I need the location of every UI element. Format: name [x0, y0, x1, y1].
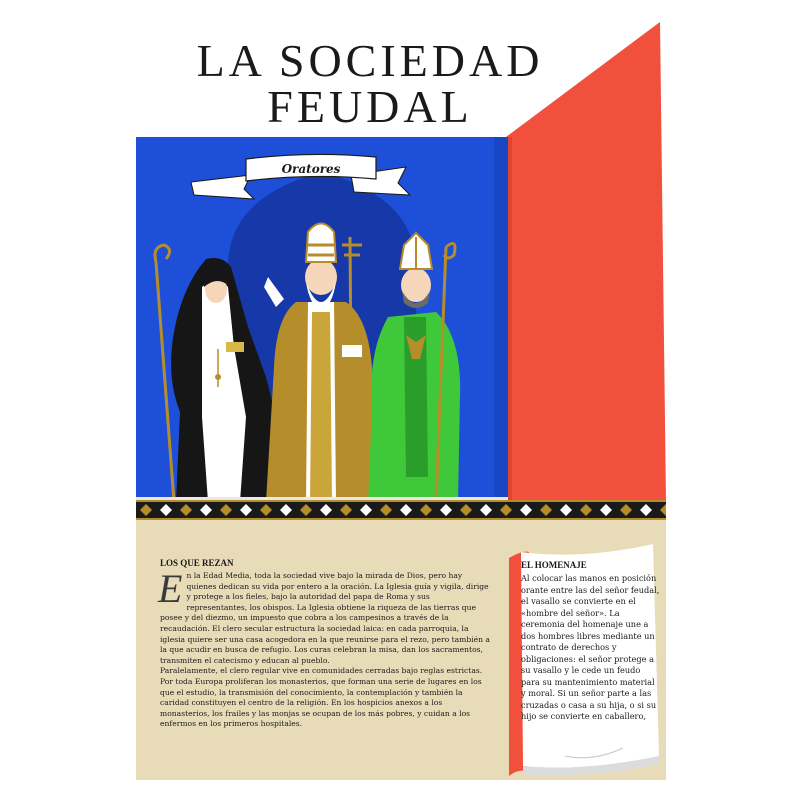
- decorative-border: [136, 500, 666, 520]
- oratores-illustration: [136, 137, 508, 502]
- article-paragraph-1: [158, 566, 490, 666]
- article-paragraph-2: Paralelamente, el clero regular vive en comunidades cerradas bajo reglas estrictas. Por toda Europa proliferan los monasterios, que forman una serie de lugares en los que el estudio, la transmisión del conocimiento, la contemplación y también la caridad constituyen el centro de la religión. En los hospicios anexos a los monasterios, los frailes y las monjas se ocupan de los más pobres, y cuidan a los enfermos en los primeros hospitales.: [160, 666, 483, 729]
- section-heading: LOS QUE REZAN: [160, 558, 234, 568]
- homage-sidebar: [521, 560, 661, 723]
- title-line-2: FEUDAL: [267, 81, 473, 132]
- red-book-page: [500, 22, 666, 502]
- banner-label: Oratores: [281, 162, 341, 176]
- dropcap-letter: E: [158, 566, 183, 611]
- sidebar-text: Al colocar las manos en posición orante entre las del señor feudal, el vasallo se convierte en el «hombre del señor». La ceremonia del homenaje une a dos hombres libres mediante un contrato de derechos y obligaciones: el señor protege a su vasallo y le cede un feudo para su mantenimiento material y moral. Si un señor parte a las cruzadas o casa a su hija, o si su hijo se convierte en caballero,: [521, 573, 660, 721]
- main-article: [160, 558, 490, 730]
- title-line-1: LA SOCIEDAD: [196, 35, 544, 86]
- paragraph-1-text: n la Edad Media, toda la sociedad vive bajo la mirada de Dios, pero hay quienes dedican su vida por entero a la oración. La Iglesia guía y vigila, dirige y protege a los fieles, bajo la autoridad del papa de Roma y sus representantes, los obispos. La Iglesia obtiene la riqueza de las tierras que posee y del diezmo, un impuesto que cobra a los campesinos a través de la recaudación. El clero secular estructura la sociedad laica: en cada parroquia, la iglesia quiere ser una casa acogedora en la que reunirse para el rezo, pero también a la que acudir en busca de refugio. Los curas celebran la misa, dan los sacramentos, transmiten el catecismo y educan al pueblo.: [160, 571, 490, 665]
- sidebar-heading: EL HOMENAJE: [521, 560, 587, 570]
